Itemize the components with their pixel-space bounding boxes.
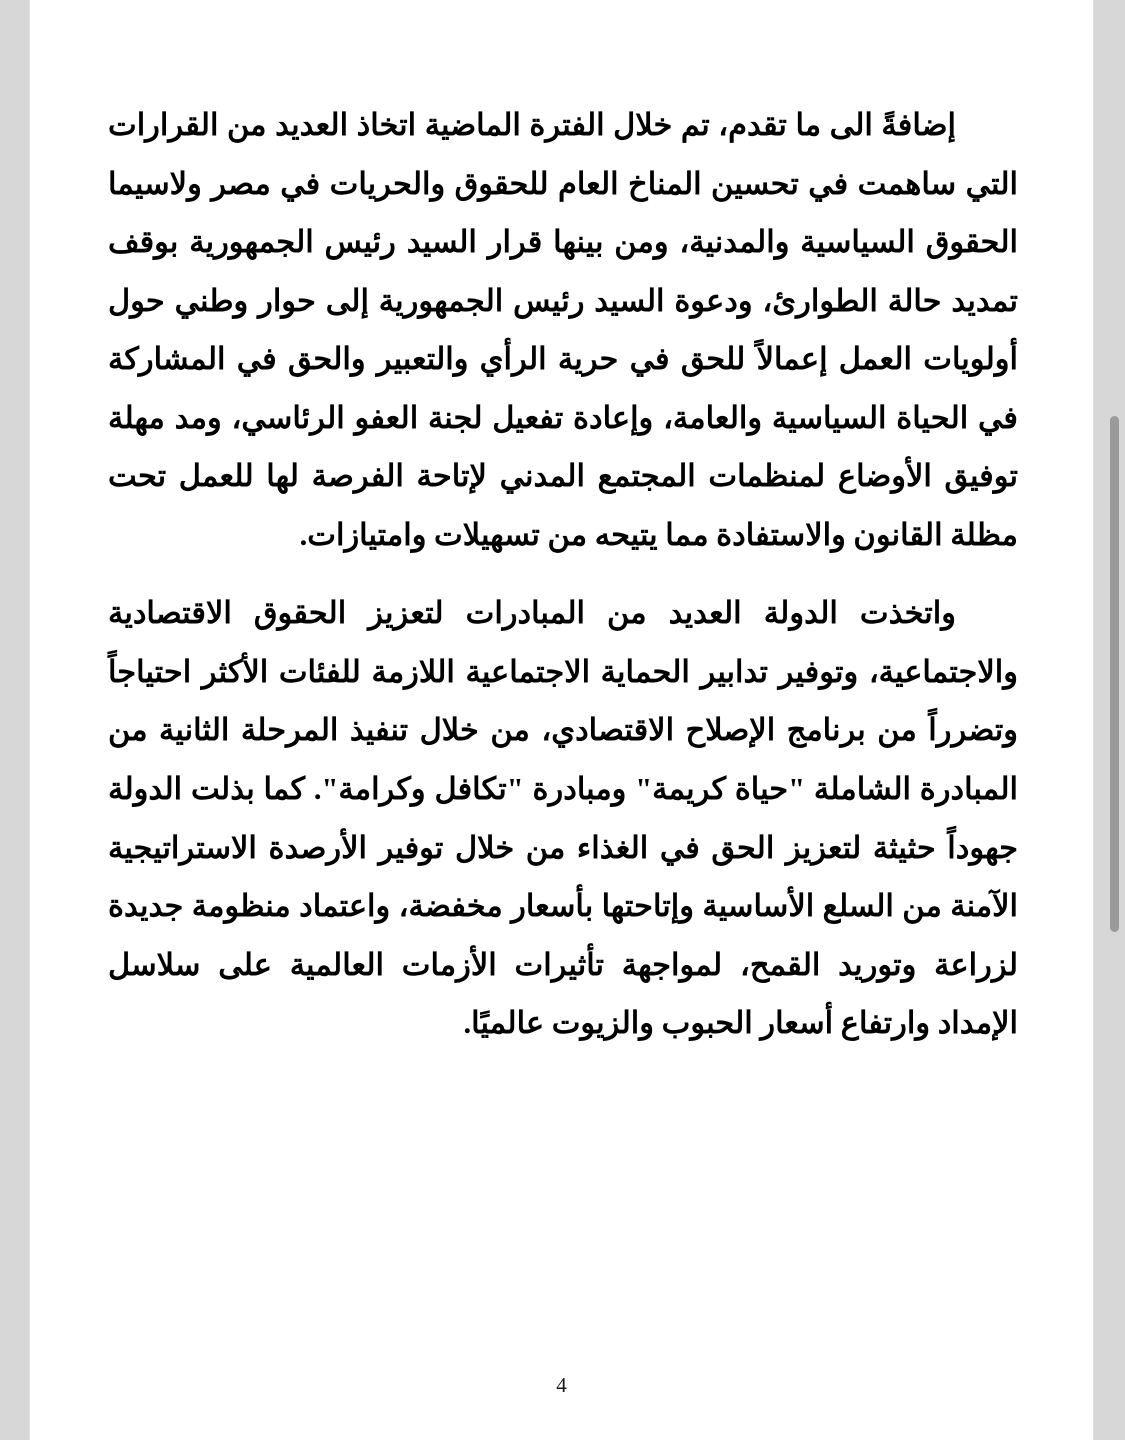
viewer-right-margin: [1093, 0, 1125, 1440]
document-page: [30, 0, 1093, 1440]
page-number: 4: [556, 1373, 567, 1397]
paragraph-2: واتخذت الدولة العديد من المبادرات لتعزيز الحقوق الاقتصادية والاجتماعية، وتوفير تدابير الحماية الاجتماعية اللازمة للفئات الأكثر احتياجاً وتضرراً من برنامج الإصلاح الاقتصادي، من خلال تنفيذ المرحلة الثانية من المبادرة الشاملة "حياة كريمة" ومبادرة "تكافل وكرامة". كما بذلت الدولة جهوداً حثيثة لتعزيز الحق في الغذاء من خلال توفير الأرصدة الاستراتيجية الآمنة من السلع الأساسية وإتاحتها بأسعار مخفضة، واعتماد منظومة جديدة لزراعة وتوريد القمح، لمواجهة تأثيرات الأزمات العالمية على سلاسل الإمداد وارتفاع أسعار الحبوب والزيوت عالميًا.: [108, 596, 1018, 1041]
viewer-left-margin: [0, 0, 30, 1440]
document-text-body: [108, 96, 1018, 1053]
page-content-area: [30, 0, 1093, 1440]
paragraph-1: إضافةً الى ما تقدم، تم خلال الفترة الماضية اتخاذ العديد من القرارات التي ساهمت في تحسين المناخ العام للحقوق والحريات في مصر ولاسيما الحقوق السياسية والمدنية، ومن بينها قرار السيد رئيس الجمهورية بوقف تمديد حالة الطوارئ، ودعوة السيد رئيس الجمهورية إلى حوار وطني حول أولويات العمل إعمالاً للحق في حرية الرأي والتعبير والحق في المشاركة في الحياة السياسية والعامة، وإعادة تفعيل لجنة العفو الرئاسي، ومد مهلة توفيق الأوضاع لمنظمات المجتمع المدني لإتاحة الفرصة لها للعمل تحت مظلة القانون والاستفادة مما يتيحه من تسهيلات وامتيازات.: [108, 108, 1019, 552]
vertical-scrollbar-thumb[interactable]: [1110, 416, 1119, 932]
